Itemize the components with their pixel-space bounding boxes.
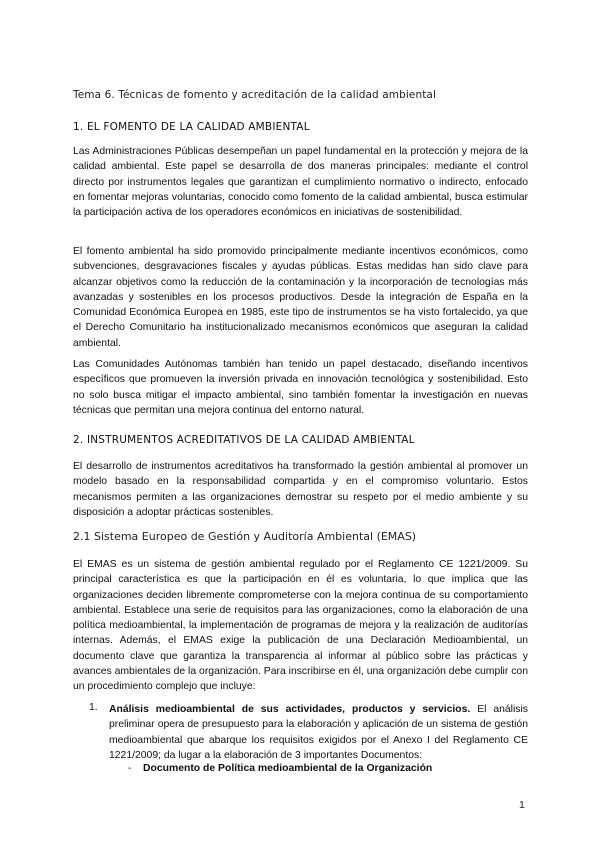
list-item-number: 1. — [89, 702, 98, 713]
sublist-item: Documento de Política medioambiental de la Organización — [143, 763, 433, 774]
section-2-heading: 2. INSTRUMENTOS ACREDITATIVOS DE LA CALIDAD AMBIENTAL — [73, 434, 415, 446]
list-item — [109, 702, 528, 763]
list-item-bold: Análisis medioambiental de sus actividades, productos y servicios. — [109, 704, 471, 715]
section-1-heading: 1. EL FOMENTO DE LA CALIDAD AMBIENTAL — [73, 121, 310, 133]
list-item-text: El análisis preliminar opera de presupuesto para la elaboración y aplicación de un sistema de gestión medioambiental que abarque los requisitos exigidos por el Anexo I del Reglamento CE 1221/2009; da lugar a la elaboración de 3 importantes Documentos: — [109, 704, 528, 761]
section-1-paragraph-2: El fomento ambiental ha sido promovido principalmente mediante incentivos económicos, como subvenciones, desgravaciones fiscales y ayudas públicas. Estas medidas han sido clave para alcanzar objetivos como la reducción de la contaminación y la incorporación de tecnologías más avanzadas y sostenibles en los procesos productivos. Desde la integración de España en la Comunidad Económica Europea en 1985, este tipo de instrumentos se ha visto fortalecido, ya que el Derecho Comunitario ha institucionalizado mecanismos económicos que aseguran la calidad ambiental. — [73, 246, 528, 349]
page-header: Tema 6. Técnicas de fomento y acreditación de la calidad ambiental — [73, 89, 436, 101]
sublist-bullet: - — [128, 763, 132, 774]
section-1-paragraph-1: Las Administraciones Públicas desempeñan un papel fundamental en la protección y mejora de la calidad ambiental. Este papel se desarrolla de dos maneras principales: mediante el control directo por instrumentos legales que garantizan el cumplimiento normativo o indirecto, enfocado en fomentar mejoras voluntarias, conocido como fomento de la calidad ambiental, busca estimular la participación activa de los operadores económicos en iniciativas de sostenibilidad. — [73, 146, 528, 219]
subsection-2-1-heading: 2.1 Sistema Europeo de Gestión y Auditoría Ambiental (EMAS) — [73, 530, 417, 543]
section-2-paragraph-1: El desarrollo de instrumentos acreditativos ha transformado la gestión ambiental al promover un modelo basado en la responsabilidad compartida y en el compromiso voluntario. Estos mecanismos permiten a las organizaciones demostrar su respeto por el medio ambiente y su disposición a adoptar prácticas sostenibles. — [73, 461, 528, 518]
page-number: 1 — [519, 799, 525, 811]
section-2-paragraph-2: El EMAS es un sistema de gestión ambiental regulado por el Reglamento CE 1221/2009. Su principal característica es que la participación en él es voluntaria, lo que implica que las organizaciones deciden libremente comprometerse con la mejora continua de su comportamiento ambiental. Establece una serie de requisitos para las organizaciones, como la elaboración de una política medioambiental, la implementación de programas de mejora y la realización de auditorías internas. Además, el EMAS exige la publicación de una Declaración Medioambiental, un documento clave que garantiza la transparencia al informar al público sobre las prácticas y avances ambientales de la organización. Para inscribirse en él, una organización debe cumplir con un procedimiento complejo que incluye: — [73, 559, 528, 693]
section-1-paragraph-3: Las Comunidades Autónomas también han tenido un papel destacado, diseñando incentivos específicos que promueven la inversión privada en innovación tecnológica y sostenibilidad. Esto no solo busca mitigar el impacto ambiental, sino también fomentar la investigación en nuevas técnicas que permitan una mejora continua del entorno natural. — [73, 359, 528, 416]
